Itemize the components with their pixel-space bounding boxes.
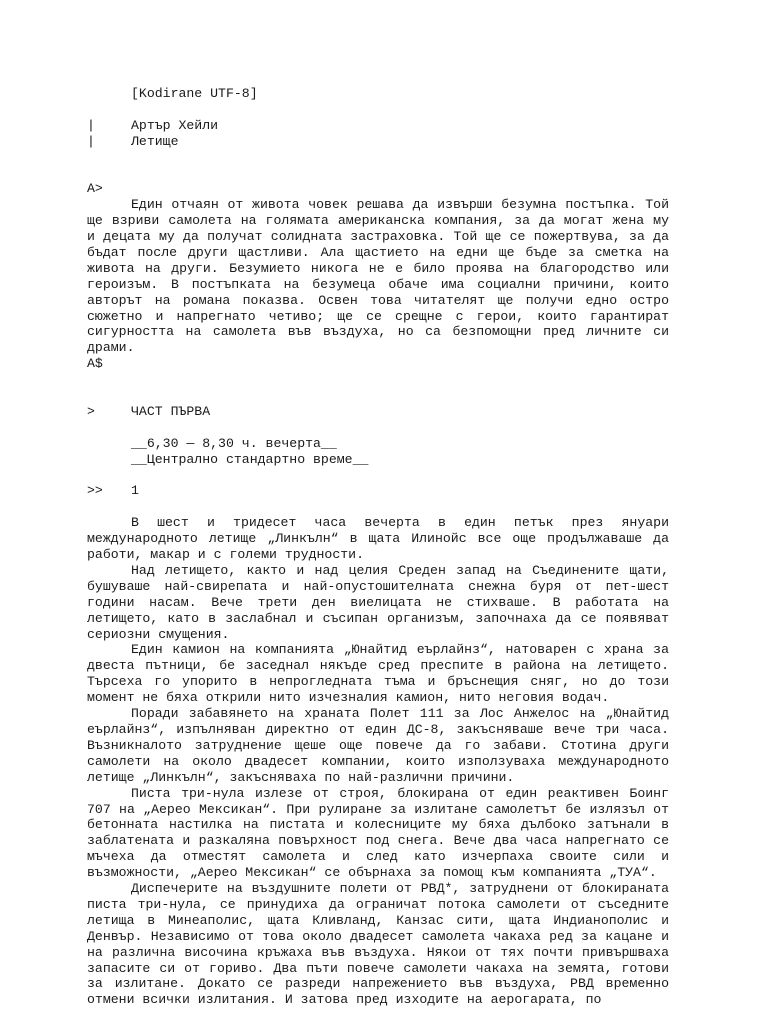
- chapter-number: 1: [131, 483, 139, 499]
- time-range: __6,30 — 8,30 ч. вечерта__: [131, 435, 337, 451]
- author-marker: |: [87, 117, 95, 133]
- body-paragraph: Поради забавянето на храната Полет 111 за Лос Анжелос на „Юнайтид еърлайнз“, изпълняван директно от един ДС-8, закъсняваше вече три часа. Възникналото затруднение щеше още повече да го забави. Стотина други самолети на около двадесет компании, които използуваха международното летище „Линкълн“, закъсняваха по най-различни причини.: [87, 706, 669, 785]
- encoding-line: [Kodirane UTF-8]: [131, 86, 258, 101]
- title-marker: |: [87, 133, 95, 149]
- part-title: ЧАСТ ПЪРВА: [131, 403, 211, 419]
- body-paragraph: В шест и тридесет часа вечерта в един петък през януари международното летище „Линкълн“ в щата Илинойс все още продължаваше да работи, макар и с големи трудности.: [87, 515, 669, 563]
- body-paragraph: Над летището, както и над целия Среден запад на Съединените щати, бушуваше най-свирепата и най-опустошителната снежна буря от пет-шест години насам. Вече трети ден виелицата не стихваше. В работата на летището, като в заслабнал и съсипан организъм, започнаха да се появяват сериозни смущения.: [87, 562, 669, 642]
- body-paragraph: Диспечерите на въздушните полети от РВД*, затруднени от блокираната писта три-нула, се принудиха да ограничат потока самолети от съседните летища в Минеаполис, щата Кливланд, Канзас сити, щата Индианополис и Денвър. Независимо от това около двадесет самолета чакаха ред за кацане и на различна височина кръжаха във въздуха. Някои от тях почти привършваха запасите си от гориво. Два пъти повече самолети чакаха на земята, готови за излитане. Докато се разреди напрежението във въздуха, РВД временно отмени всички излитания. И затова пред изходите на аерогарата, по: [87, 881, 669, 1008]
- document-page: [87, 86, 687, 1008]
- author-name: Артър Хейли: [131, 117, 219, 133]
- time-zone: __Централно стандартно време__: [131, 451, 369, 467]
- title-line: [87, 134, 687, 150]
- part-heading: [87, 404, 687, 420]
- body-paragraph: Писта три-нула излезе от строя, блокирана от един реактивен Боинг 707 на „Аерео Мексикан“. При рулиране за излитане самолетът бе излязъл от бетонната настилка на пистата и колесниците му бяха дълбоко затънали в заблатената и разкаляна повърхност под снега. Вече два часа напрегнато се мъчеха да отместят самолета и след като изчерпаха своите сили и възможности, „Аерео Мексикан“ се обърнаха за помощ към компанията „ТУА“.: [87, 785, 669, 881]
- annotation-open-marker: A>: [87, 181, 103, 197]
- author-line: [87, 118, 687, 134]
- annotation-text: Един отчаян от живота човек решава да извърши безумна постъпка. Той ще взриви самолета на голямата американска компания, за да могат жена му и децата му да получат солидната застраховка. Той ще се пожертвува, за да бъдат после други щастливи. Ала щастието на едни ще бъде за сметка на живота на други. Безумието никога не е било проява на благородство или героизъм. В постъпката на безумеца обаче има социални причини, които авторът на романа показва. Освен това читателят ще получи едно остро сюжетно и напрегнато четиво; ще се срещне с герои, които гарантират сигурността на самолета във въздуха, но са безпомощни пред личните си драми.: [87, 197, 669, 356]
- chapter-heading: [87, 483, 687, 499]
- annotation-close-marker: A$: [87, 356, 103, 372]
- chapter-marker: >>: [87, 483, 103, 499]
- body-paragraph: Един камион на компанията „Юнайтид еърлайнз“, натоварен с храна за двеста пътници, бе заседнал някъде сред преспите в района на летището. Търсеха го упорито в непрогледната тъма и бръснещия сняг, но до този момент не бяха открили нито изчезналия камион, нито неговия водач.: [87, 642, 669, 706]
- book-title: Летище: [131, 133, 179, 149]
- part-marker: >: [87, 403, 95, 419]
